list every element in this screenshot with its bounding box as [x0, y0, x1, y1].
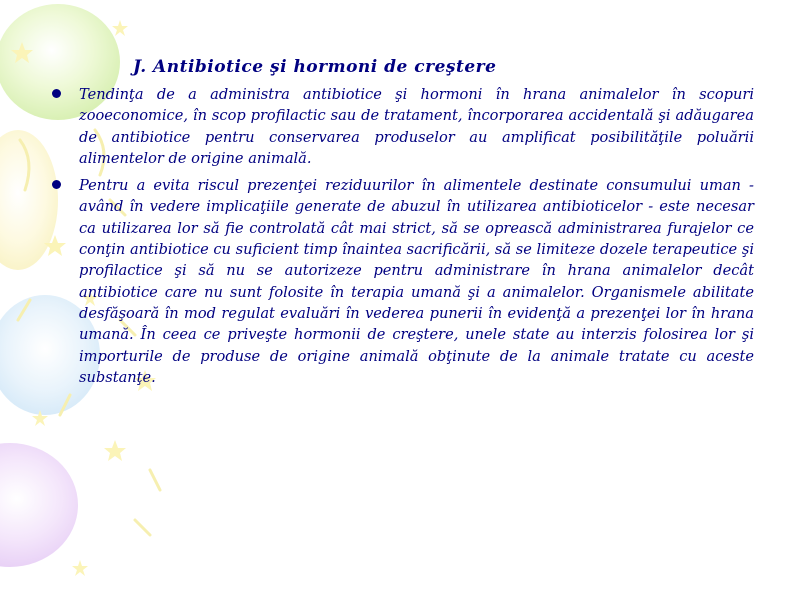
bullet-item-2	[48, 175, 754, 388]
slide-title: J. Antibiotice şi hormoni de creştere	[133, 57, 497, 77]
bullet-dot-icon	[52, 180, 61, 189]
bullet-dot-icon	[52, 89, 61, 98]
bullet-text: Tendinţa de a administra antibiotice şi hormoni în hrana animalelor în scopuri zooeconomice, în scop profilactic sau de tratament, încorporarea accidentală şi adăugarea de antibiotice pentru conservarea produselor au amplificat posibilităţile poluării alimentelor de origine animală.	[79, 86, 754, 167]
bullet-list	[48, 84, 754, 394]
bullet-item-1	[48, 84, 754, 169]
bullet-text: Pentru a evita riscul prezenţei reziduurilor în alimentele destinate consumului uman - având în vedere implicaţiile generate de abuzul în utilizarea antibioticelor - este necesar ca utilizarea lor să fie controlată cât mai strict, să se oprească administrarea furajelor ce conţin antibiotice cu suficient timp înaintea sacrificării, să se limiteze dozele terapeutice şi profilactice şi să nu se autorizeze pentru administrare în hrana animalelor decât antibiotice care nu sunt folosite în terapia umană şi a animalelor. Organismele abilitate desfăşoară în mod regulat evaluări în vederea punerii în evidenţă a prezenţei lor în hrana umană. În ceea ce priveşte hormonii de creştere, unele state au interzis folosirea lor şi importurile de produse de origine animală obţinute de la animale tratate cu aceste substanţe.	[79, 177, 754, 386]
